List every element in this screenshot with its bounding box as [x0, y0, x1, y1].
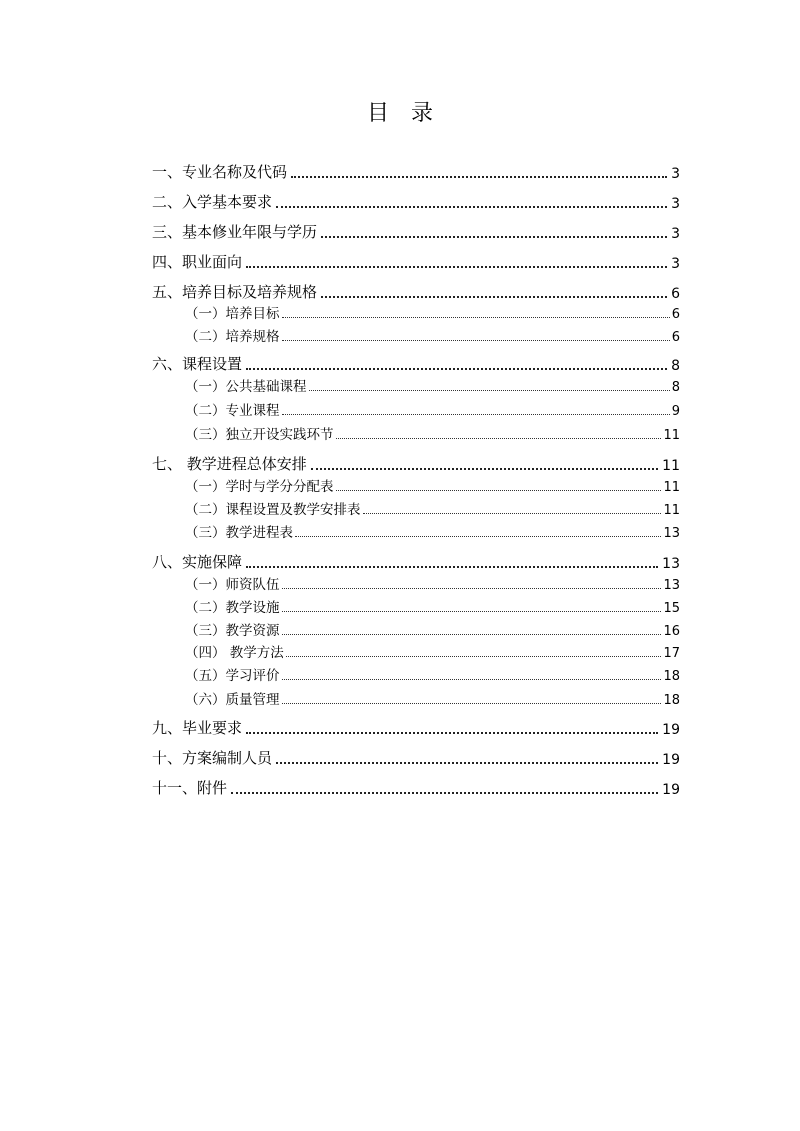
toc-dot-leader	[295, 535, 661, 537]
toc-page-number: 13	[662, 556, 680, 572]
toc-dot-leader	[282, 316, 670, 318]
toc-page-number: 16	[663, 624, 680, 639]
toc-subentry[interactable]	[152, 498, 680, 518]
toc-page-number: 13	[663, 526, 680, 541]
toc-dot-leader	[246, 565, 658, 568]
toc-subentry[interactable]	[152, 521, 680, 541]
title-char-1: 目	[366, 101, 389, 126]
toc-page-number: 15	[663, 601, 680, 616]
toc-dot-leader	[282, 587, 662, 589]
toc-subentry[interactable]	[152, 399, 680, 419]
toc-page-number: 19	[662, 752, 680, 768]
toc-entry-label: 四、职业面向	[152, 253, 243, 271]
toc-entry[interactable]	[152, 280, 680, 302]
toc-dot-leader	[291, 175, 667, 178]
toc-dot-leader	[282, 339, 670, 341]
toc-dot-leader	[282, 633, 662, 635]
toc-page-number: 11	[663, 503, 680, 518]
toc-subentry[interactable]	[152, 619, 680, 639]
toc-page-number: 19	[662, 722, 680, 738]
toc-subentry[interactable]	[152, 475, 680, 495]
toc-dot-leader	[282, 678, 662, 680]
toc-entry-label: 二、入学基本要求	[152, 193, 273, 211]
toc-entry-label: 十一、附件	[152, 779, 228, 797]
toc-subentry[interactable]	[152, 688, 680, 708]
title-char-2: 录	[411, 101, 434, 126]
toc-entry-label: （二）课程设置及教学安排表	[185, 502, 361, 518]
toc-dot-leader	[336, 437, 662, 439]
toc-page-number: 13	[663, 578, 680, 593]
toc-entry-label: （一）师资队伍	[185, 577, 280, 593]
toc-entry[interactable]	[152, 776, 680, 798]
toc-page-number: 3	[671, 226, 680, 242]
toc-entry-label: （一）公共基础课程	[185, 379, 307, 395]
toc-entry[interactable]	[152, 452, 680, 474]
toc-dot-leader	[246, 265, 667, 268]
toc-dot-leader	[286, 655, 662, 657]
toc-dot-leader	[282, 610, 662, 612]
toc-page-number: 11	[663, 428, 680, 443]
toc-entry-label: （三）独立开设实践环节	[185, 427, 334, 443]
toc-entry[interactable]	[152, 550, 680, 572]
toc-page-number: 9	[671, 404, 680, 419]
toc-entry-label: （三）教学资源	[185, 623, 280, 639]
toc-dot-leader	[336, 489, 662, 491]
toc-page-number: 3	[671, 196, 680, 212]
toc-dot-leader	[246, 367, 667, 370]
toc-entry-label: （二）教学设施	[185, 600, 280, 616]
toc-subentry[interactable]	[152, 325, 680, 345]
toc-entry[interactable]	[152, 746, 680, 768]
toc-subentry[interactable]	[152, 375, 680, 395]
toc-entry-label: 六、课程设置	[152, 355, 243, 373]
toc-entry-label: （一）培养目标	[185, 306, 280, 322]
toc-subentry[interactable]	[152, 664, 680, 684]
toc-entry[interactable]	[152, 160, 680, 182]
toc-dot-leader	[282, 413, 670, 415]
toc-page-number: 6	[671, 307, 680, 322]
toc-page-number: 6	[671, 330, 680, 345]
toc-dot-leader	[321, 235, 667, 238]
toc-page-number: 11	[663, 480, 680, 495]
toc-dot-leader	[276, 205, 667, 208]
toc-entry-label: 七、 教学进程总体安排	[152, 455, 307, 473]
toc-entry[interactable]	[152, 250, 680, 272]
toc-dot-leader	[282, 702, 662, 704]
toc-dot-leader	[321, 295, 667, 298]
toc-dot-leader	[246, 731, 658, 734]
toc-entry-label: （三）教学进程表	[185, 525, 293, 541]
toc-entry-label: 十、方案编制人员	[152, 749, 273, 767]
toc-entry-label: （六）质量管理	[185, 692, 280, 708]
toc-subentry[interactable]	[152, 423, 680, 443]
toc-page-number: 3	[671, 166, 680, 182]
toc-dot-leader	[363, 512, 662, 514]
toc-entry-label: （五）学习评价	[185, 668, 280, 684]
toc-entry-label: （一）学时与学分分配表	[185, 479, 334, 495]
toc-dot-leader	[231, 791, 658, 794]
toc-page-number: 18	[663, 669, 680, 684]
toc-page-number: 8	[671, 380, 680, 395]
toc-entry[interactable]	[152, 220, 680, 242]
page-title	[0, 96, 800, 127]
toc-dot-leader	[311, 467, 658, 470]
toc-subentry[interactable]	[152, 573, 680, 593]
toc-entry-label: 三、基本修业年限与学历	[152, 223, 318, 241]
toc-entry-label: 八、实施保障	[152, 553, 243, 571]
toc-entry-label: 五、培养目标及培养规格	[152, 283, 318, 301]
toc-entry[interactable]	[152, 352, 680, 374]
toc-page-number: 3	[671, 256, 680, 272]
toc-page-number: 11	[662, 458, 680, 474]
toc-entry-label: （二）专业课程	[185, 403, 280, 419]
toc-page-number: 17	[663, 646, 680, 661]
toc-entry-label: 一、专业名称及代码	[152, 163, 288, 181]
toc-dot-leader	[309, 389, 670, 391]
toc-subentry[interactable]	[152, 596, 680, 616]
toc-entry-label: （二）培养规格	[185, 329, 280, 345]
toc-page-number: 19	[662, 782, 680, 798]
toc-subentry[interactable]	[152, 641, 680, 661]
toc-entry[interactable]	[152, 716, 680, 738]
toc-page-number: 8	[671, 358, 680, 374]
toc-entry-label: 九、毕业要求	[152, 719, 243, 737]
toc-page-number: 6	[671, 286, 680, 302]
toc-entry-label: （四） 教学方法	[185, 645, 284, 661]
toc-dot-leader	[276, 761, 658, 764]
toc-subentry[interactable]	[152, 302, 680, 322]
toc-page-number: 18	[663, 693, 680, 708]
toc-entry[interactable]	[152, 190, 680, 212]
